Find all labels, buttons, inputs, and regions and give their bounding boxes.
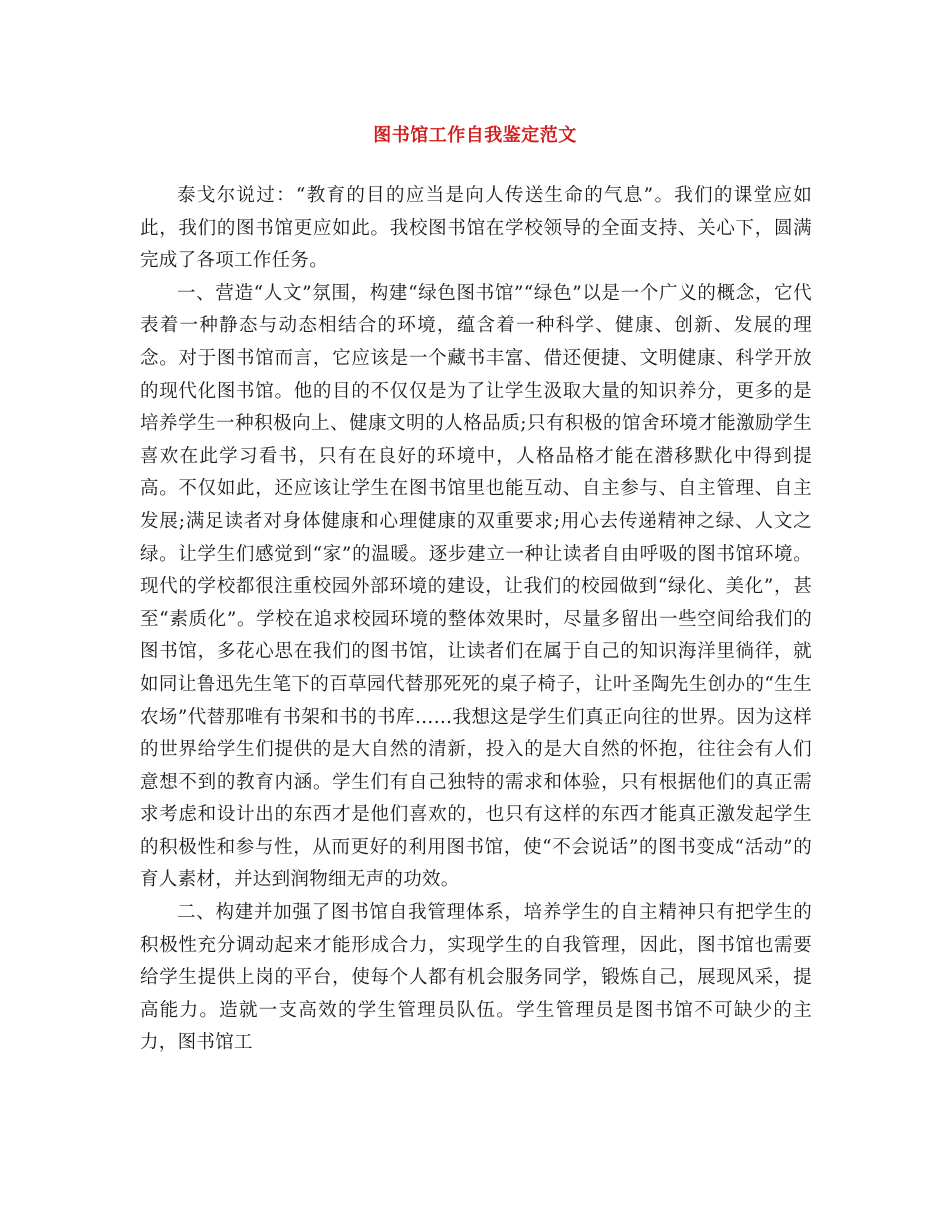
document-title: 图书馆工作自我鉴定范文 <box>373 125 577 146</box>
document-body <box>140 180 812 1060</box>
paragraph-intro: 泰戈尔说过：“教育的目的应当是向人传送生命的气息”。我们的课堂应如此，我们的图书馆更应如此。我校图书馆在学校领导的全面支持、关心下，圆满完成了各项工作任务。 <box>140 185 812 272</box>
paragraph-section-one: 一、营造“人文”氛围，构建“绿色图书馆”“绿色”以是一个广义的概念，它代表着一种静态与动态相结合的环境，蕴含着一种科学、健康、创新、发展的理念。对于图书馆而言，它应该是一个藏书丰富、借还便捷、文明健康、科学开放的现代化图书馆。他的目的不仅仅是为了让学生汲取大量的知识养分，更多的是培养学生一种积极向上、健康文明的人格品质;只有积极的馆舍环境才能激励学生喜欢在此学习看书，只有在良好的环境中，人格品格才能在潜移默化中得到提高。不仅如此，还应该让学生在图书馆里也能互动、自主参与、自主管理、自主发展;满足读者对身体健康和心理健康的双重要求;用心去传递精神之绿、人文之绿。让学生们感觉到“家”的温暖。逐步建立一种让读者自由呼吸的图书馆环境。现代的学校都很注重校园外部环境的建设，让我们的校园做到“绿化、美化”，甚至“素质化”。学校在追求校园环境的整体效果时，尽量多留出一些空间给我们的图书馆，多花心思在我们的图书馆，让读者们在属于自己的知识海洋里徜徉，就如同让鲁迅先生笔下的百草园代替那死死的桌子椅子，让叶圣陶先生创办的“生生农场”代替那唯有书架和书的书库……我想这是学生们真正向往的世界。因为这样的世界给学生们提供的是大自然的清新，投入的是大自然的怀抱，往往会有人们意想不到的教育内涵。学生们有自己独特的需求和体验，只有根据他们的真正需求考虑和设计出的东西才是他们喜欢的，也只有这样的东西才能真正激发起学生的积极性和参与性，从而更好的利用图书馆，使“不会说话”的图书变成“活动”的育人素材，并达到润物细无声的功效。 <box>140 282 812 891</box>
paragraph-section-two: 二、构建并加强了图书馆自我管理体系，培养学生的自主精神只有把学生的积极性充分调动起来才能形成合力，实现学生的自我管理，因此，图书馆也需要给学生提供上岗的平台，使每个人都有机会服务同学，锻炼自己，展现风采，提高能力。造就一支高效的学生管理员队伍。学生管理员是图书馆不可缺少的主力，图书馆工 <box>140 902 812 1054</box>
